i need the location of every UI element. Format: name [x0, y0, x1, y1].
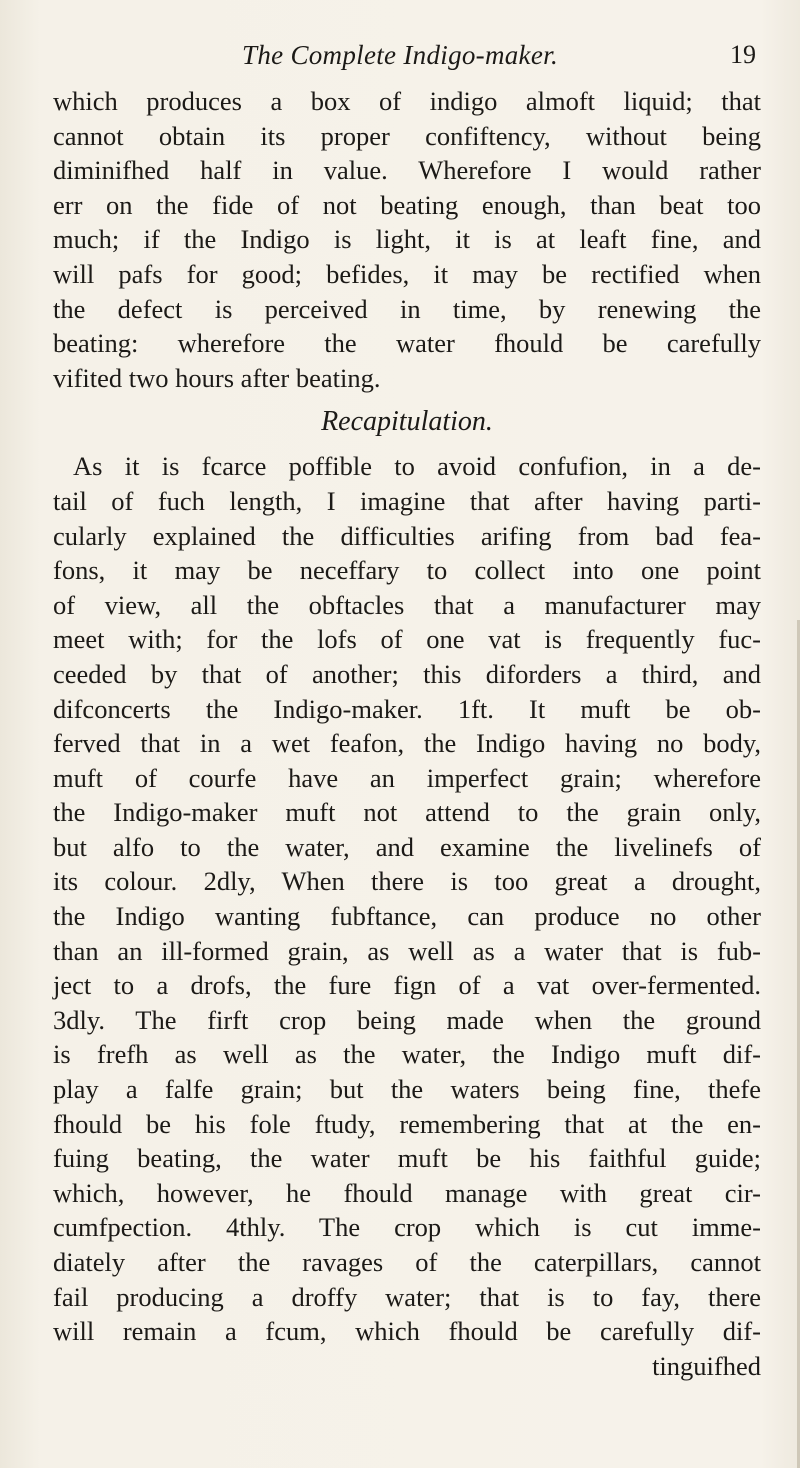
- text-line: which, however, he fhould manage with great cir-: [53, 1177, 761, 1208]
- text-line: the Indigo wanting fubftance, can produce no other: [53, 901, 761, 932]
- text-line: muft of courfe have an imperfect grain; wherefore: [53, 762, 761, 793]
- text-line: which produces a box of indigo almoft liquid; that: [53, 86, 761, 116]
- text-line: cannot obtain its proper confiftency, without being: [53, 120, 761, 151]
- text-line: 3dly. The firft crop being made when the ground: [53, 1004, 761, 1035]
- text-line: but alfo to the water, and examine the livelinefs of: [53, 831, 761, 862]
- text-line: play a falfe grain; but the waters being fine, thefe: [53, 1074, 761, 1105]
- text-line: err on the fide of not beating enough, than beat too: [53, 189, 761, 220]
- text-line: diately after the ravages of the caterpillars, cannot: [53, 1247, 761, 1277]
- text-line: difconcerts the Indigo-maker. 1ft. It muft be ob-: [53, 693, 761, 724]
- text-line: diminifhed half in value. Wherefore I would rather: [53, 155, 761, 186]
- page-number: 19: [730, 40, 756, 69]
- text-line: fuing beating, the water muft be his faithful guide;: [53, 1143, 761, 1174]
- text-line: meet with; for the lofs of one vat is frequently fuc-: [53, 624, 761, 655]
- running-title: The Complete Indigo-maker.: [242, 40, 558, 70]
- paragraph-2: [53, 449, 761, 1348]
- text-line: fhould be his fole ftudy, remembering that at the en-: [53, 1108, 761, 1139]
- catchword: tinguifhed: [652, 1350, 761, 1381]
- text-line: is frefh as well as the water, the Indigo muft dif-: [53, 1039, 761, 1070]
- text-line: the Indigo-maker muft not attend to the grain only,: [53, 797, 761, 828]
- text-line: will pafs for good; befides, it may be rectified when: [53, 258, 761, 289]
- text-line: fail producing a droffy water; that is to fay, there: [53, 1281, 761, 1312]
- text-line: ceeded by that of another; this diforders a third, and: [53, 658, 761, 689]
- section-heading: Recapitulation.: [321, 406, 493, 438]
- body-text: [53, 84, 761, 1383]
- text-line: ferved that in a wet feafon, the Indigo having no body,: [53, 728, 761, 759]
- text-line: much; if the Indigo is light, it is at leaft fine, and: [53, 224, 761, 255]
- text-line: cumfpection. 4thly. The crop which is cut imme-: [53, 1212, 761, 1243]
- running-head: [0, 40, 800, 80]
- text-line: will remain a fcum, which fhould be carefully dif-: [53, 1316, 761, 1347]
- paragraph-1: [53, 84, 761, 395]
- text-line: beating: wherefore the water fhould be carefully: [53, 328, 761, 359]
- text-line: cularly explained the difficulties arifing from bad fea-: [53, 520, 761, 551]
- text-line: the defect is perceived in time, by renewing the: [53, 293, 761, 324]
- text-line: As it is fcarce poffible to avoid confufion, in a de-: [73, 451, 761, 482]
- text-line: vifited two hours after beating.: [53, 362, 381, 393]
- text-line: fons, it may be neceffary to collect into one point: [53, 555, 761, 586]
- text-line: tail of fuch length, I imagine that after having parti-: [53, 485, 761, 516]
- text-line: its colour. 2dly, When there is too great a drought,: [53, 866, 761, 897]
- text-line: of view, all the obftacles that a manufacturer may: [53, 589, 761, 620]
- text-line: than an ill-formed grain, as well as a water that is fub-: [53, 935, 761, 966]
- text-line: ject to a drofs, the fure fign of a vat over-fermented.: [53, 970, 761, 1001]
